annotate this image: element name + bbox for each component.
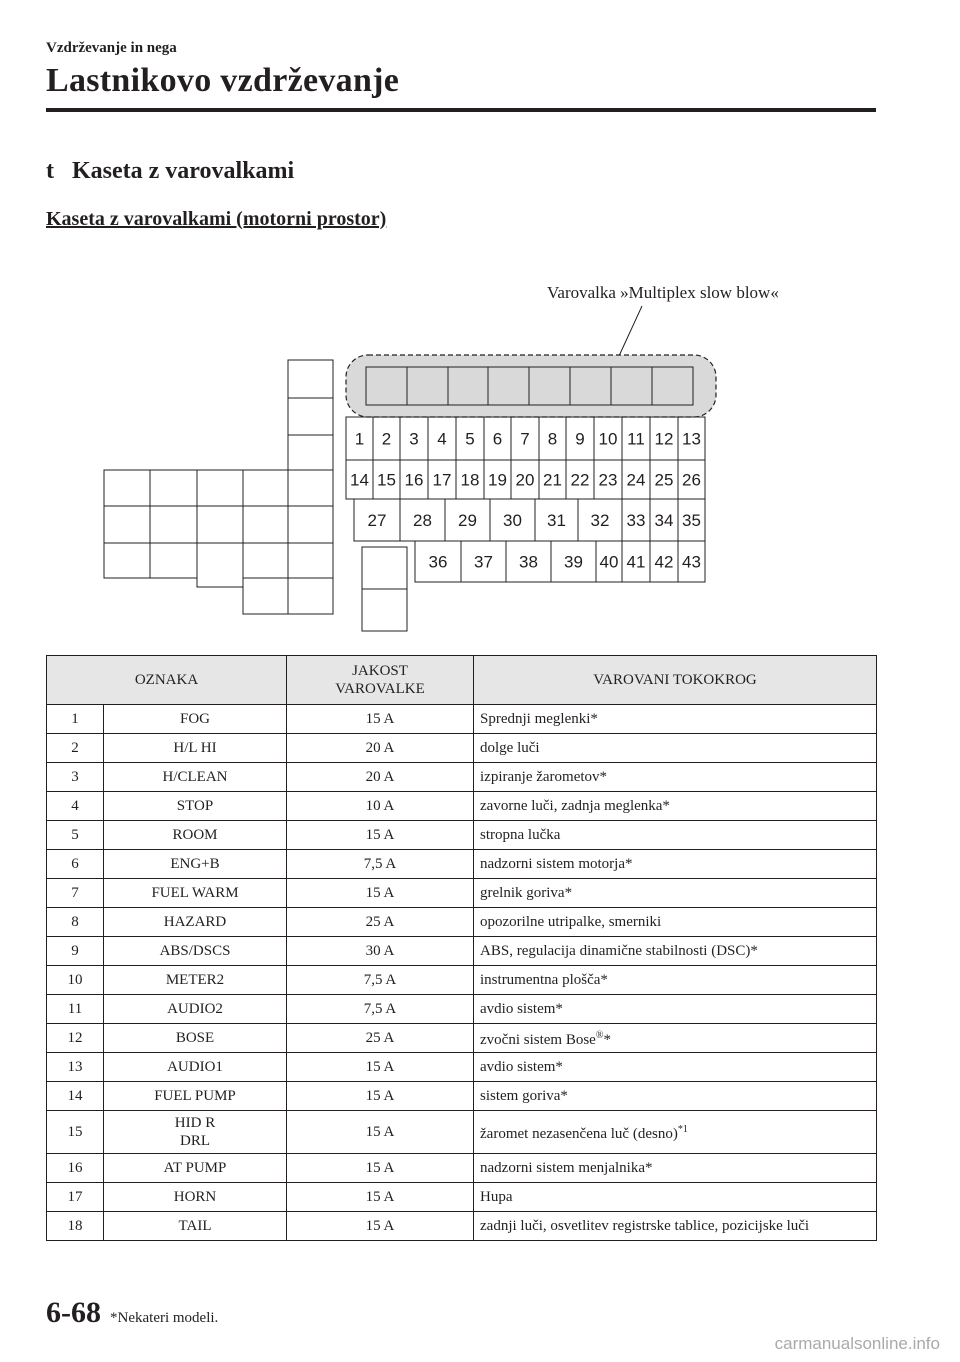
fuse-number-label: 31 — [547, 511, 566, 530]
fuse-number-cell: 12 — [47, 1024, 104, 1053]
fuse-number-label: 32 — [590, 511, 610, 530]
fuse-rating-cell: 15 A — [287, 1183, 474, 1212]
fuse-number-label: 8 — [547, 429, 558, 449]
fuse-number-label: 24 — [626, 470, 646, 490]
fuse-number-label: 9 — [575, 429, 585, 449]
fuse-circuit-cell: avdio sistem* — [474, 1053, 877, 1082]
fuse-label-cell: AT PUMP — [104, 1154, 287, 1183]
fuse-number-label: 19 — [488, 470, 507, 490]
fuse-label-cell: TAIL — [104, 1212, 287, 1241]
fuse-number-label: 41 — [626, 552, 646, 572]
fuse-label-cell: BOSE — [104, 1024, 287, 1053]
fuse-label-cell: ROOM — [104, 821, 287, 850]
fuse-number-label: 6 — [492, 429, 503, 449]
fuse-circuit-cell: zavorne luči, zadnja meglenka* — [474, 792, 877, 821]
fuse-number-label: 42 — [654, 552, 674, 572]
fuse-circuit-cell: Hupa — [474, 1183, 877, 1212]
callout-label: Varovalka »Multiplex slow blow« — [547, 283, 779, 302]
fuse-rating-cell: 20 A — [287, 734, 474, 763]
table-row — [47, 734, 877, 763]
fuse-number-label: 2 — [381, 429, 392, 449]
fuse-rating-cell: 25 A — [287, 1024, 474, 1053]
fuse-circuit-cell: Sprednji meglenki* — [474, 705, 877, 734]
header-oznaka: OZNAKA — [47, 656, 287, 705]
fuse-label-cell: HID R DRL — [104, 1111, 287, 1154]
fuse-number-label: 21 — [543, 470, 562, 490]
table-row — [47, 821, 877, 850]
table-row — [47, 1024, 877, 1053]
fuse-rating-cell: 10 A — [287, 792, 474, 821]
small-relay-block — [362, 547, 407, 631]
fuse-number-label: 3 — [409, 429, 419, 449]
table-row — [47, 705, 877, 734]
table-row — [47, 966, 877, 995]
fuse-number-cell: 9 — [47, 937, 104, 966]
table-row — [47, 792, 877, 821]
fuse-circuit-cell: grelnik goriva* — [474, 879, 877, 908]
fuse-number-label: 27 — [367, 511, 387, 530]
fuse-number-label: 39 — [564, 552, 583, 572]
title-rule — [46, 108, 876, 112]
fuse-box-diagram — [0, 260, 960, 650]
table-row — [47, 1212, 877, 1241]
fuse-circuit-cell: izpiranje žarometov* — [474, 763, 877, 792]
fuse-number-label: 29 — [458, 511, 477, 530]
multiplex-slow-blow-cells — [366, 367, 693, 405]
fuse-number-cell: 6 — [47, 850, 104, 879]
fuse-circuit-cell: avdio sistem* — [474, 995, 877, 1024]
table-row — [47, 1082, 877, 1111]
left-block — [104, 360, 333, 614]
fuse-number-cell: 14 — [47, 1082, 104, 1111]
table-row — [47, 937, 877, 966]
fuse-number-label: 25 — [654, 470, 674, 490]
fuse-label-cell: STOP — [104, 792, 287, 821]
fuse-number-label: 43 — [682, 552, 701, 572]
fuse-rating-cell: 15 A — [287, 1212, 474, 1241]
table-row — [47, 995, 877, 1024]
table-row — [47, 1154, 877, 1183]
fuse-rating-cell: 15 A — [287, 879, 474, 908]
fuse-number-label: 10 — [598, 429, 618, 449]
fuse-rating-cell: 7,5 A — [287, 850, 474, 879]
fuse-number-cell: 17 — [47, 1183, 104, 1212]
fuse-rating-cell: 30 A — [287, 937, 474, 966]
fuse-circuit-cell: zadnji luči, osvetlitev registrske tablice, pozicijske luči — [474, 1212, 877, 1241]
table-row — [47, 1053, 877, 1082]
fuse-rating-cell: 15 A — [287, 705, 474, 734]
fuse-number-label: 16 — [404, 470, 424, 490]
fuse-number-label: 4 — [437, 429, 447, 449]
fuse-number-label: 33 — [626, 511, 646, 530]
fuse-rating-cell: 15 A — [287, 1082, 474, 1111]
fuse-number-cell: 15 — [47, 1111, 104, 1154]
fuse-number-cell: 4 — [47, 792, 104, 821]
fuse-number-label: 14 — [350, 470, 369, 490]
fuse-number-label: 30 — [503, 511, 522, 530]
section-heading-text: Kaseta z varovalkami — [72, 158, 295, 184]
fuse-rating-cell: 7,5 A — [287, 995, 474, 1024]
fuse-number-label: 36 — [428, 552, 448, 572]
fuse-number-cell: 5 — [47, 821, 104, 850]
table-row — [47, 763, 877, 792]
subsection-heading: Kaseta z varovalkami (motorni prostor) — [46, 208, 387, 230]
fuse-label-cell: HORN — [104, 1183, 287, 1212]
fuse-number-label: 5 — [465, 429, 475, 449]
table-row — [47, 1183, 877, 1212]
fuse-number-label: 17 — [432, 470, 452, 490]
fuse-rating-cell: 15 A — [287, 821, 474, 850]
table-row — [47, 1111, 877, 1154]
fuse-number-label: 11 — [627, 429, 645, 449]
fuse-circuit-cell: ABS, regulacija dinamične stabilnosti (DSC)* — [474, 937, 877, 966]
fuse-circuit-cell: instrumentna plošča* — [474, 966, 877, 995]
fuse-label-cell: H/CLEAN — [104, 763, 287, 792]
fuse-number-label: 35 — [682, 511, 701, 530]
fuse-rating-cell: 25 A — [287, 908, 474, 937]
table-row — [47, 879, 877, 908]
fuse-number-label: 37 — [474, 552, 493, 572]
page-number: 6-68 — [46, 1296, 101, 1329]
fuse-rating-cell: 7,5 A — [287, 966, 474, 995]
fuse-number-label: 1 — [354, 429, 365, 449]
fuse-number-label: 26 — [682, 470, 701, 490]
fuse-circuit-cell: žaromet nezasenčena luč (desno)$^{*1}$ — [474, 1111, 877, 1154]
fuse-label-cell: AUDIO1 — [104, 1053, 287, 1082]
fuse-number-cell: 10 — [47, 966, 104, 995]
fuse-rating-cell: 15 A — [287, 1053, 474, 1082]
watermark: carmanualsonline.info — [774, 1334, 940, 1353]
fuse-label-cell: ENG+B — [104, 850, 287, 879]
fuse-circuit-cell: stropna lučka — [474, 821, 877, 850]
fuse-number-label: 40 — [599, 552, 619, 572]
table-row — [47, 908, 877, 937]
fuse-rating-cell: 15 A — [287, 1154, 474, 1183]
fuse-circuit-cell: zvočni sistem Bose®* — [474, 1024, 877, 1053]
page-title: Lastnikovo vzdrževanje — [46, 62, 400, 99]
section-heading — [46, 158, 294, 185]
table-row — [47, 850, 877, 879]
fuse-label-cell: AUDIO2 — [104, 995, 287, 1024]
fuse-label-cell: FUEL PUMP — [104, 1082, 287, 1111]
table-header-row — [47, 656, 877, 705]
fuse-number-cell: 1 — [47, 705, 104, 734]
fuse-label-cell: FUEL WARM — [104, 879, 287, 908]
fuse-circuit-cell: sistem goriva* — [474, 1082, 877, 1111]
fuse-number-label: 18 — [460, 470, 480, 490]
fuse-label-cell: FOG — [104, 705, 287, 734]
breadcrumb: Vzdrževanje in nega — [46, 40, 177, 56]
callout-line — [619, 306, 642, 356]
fuse-number-label: 12 — [654, 429, 674, 449]
fuse-label-cell: ABS/DSCS — [104, 937, 287, 966]
header-tokokrog: VAROVANI TOKOKROG — [474, 656, 877, 705]
fuse-number-cell: 2 — [47, 734, 104, 763]
fuse-rating-cell: 20 A — [287, 763, 474, 792]
fuse-number-cell: 18 — [47, 1212, 104, 1241]
fuse-number-label: 28 — [413, 511, 432, 530]
fuse-number-label: 38 — [519, 552, 538, 572]
fuse-circuit-cell: nadzorni sistem menjalnika* — [474, 1154, 877, 1183]
fuse-number-label: 23 — [598, 470, 618, 490]
fuse-number-label: 20 — [515, 470, 535, 490]
fuse-circuit-cell: opozorilne utripalke, smerniki — [474, 908, 877, 937]
section-bullet-icon: t — [46, 158, 54, 184]
fuse-label-cell: HAZARD — [104, 908, 287, 937]
fuse-table — [46, 655, 877, 1241]
fuse-number-label: 34 — [654, 511, 674, 530]
fuse-number-cell: 8 — [47, 908, 104, 937]
fuse-circuit-cell: dolge luči — [474, 734, 877, 763]
fuse-number-label: 13 — [682, 429, 701, 449]
footnote: *Nekateri modeli. — [110, 1310, 219, 1326]
fuse-label-cell: METER2 — [104, 966, 287, 995]
fuse-number-label: 22 — [570, 470, 590, 490]
fuse-label-cell: H/L HI — [104, 734, 287, 763]
fuse-number-label: 7 — [520, 429, 530, 449]
fuse-number-cell: 7 — [47, 879, 104, 908]
fuse-rating-cell: 15 A — [287, 1111, 474, 1154]
fuse-number-cell: 3 — [47, 763, 104, 792]
fuse-number-cell: 13 — [47, 1053, 104, 1082]
fuse-circuit-cell: nadzorni sistem motorja* — [474, 850, 877, 879]
header-jakost: JAKOST VAROVALKE — [287, 656, 474, 705]
fuse-number-label: 15 — [377, 470, 396, 490]
fuse-number-cell: 16 — [47, 1154, 104, 1183]
fuse-number-cell: 11 — [47, 995, 104, 1024]
